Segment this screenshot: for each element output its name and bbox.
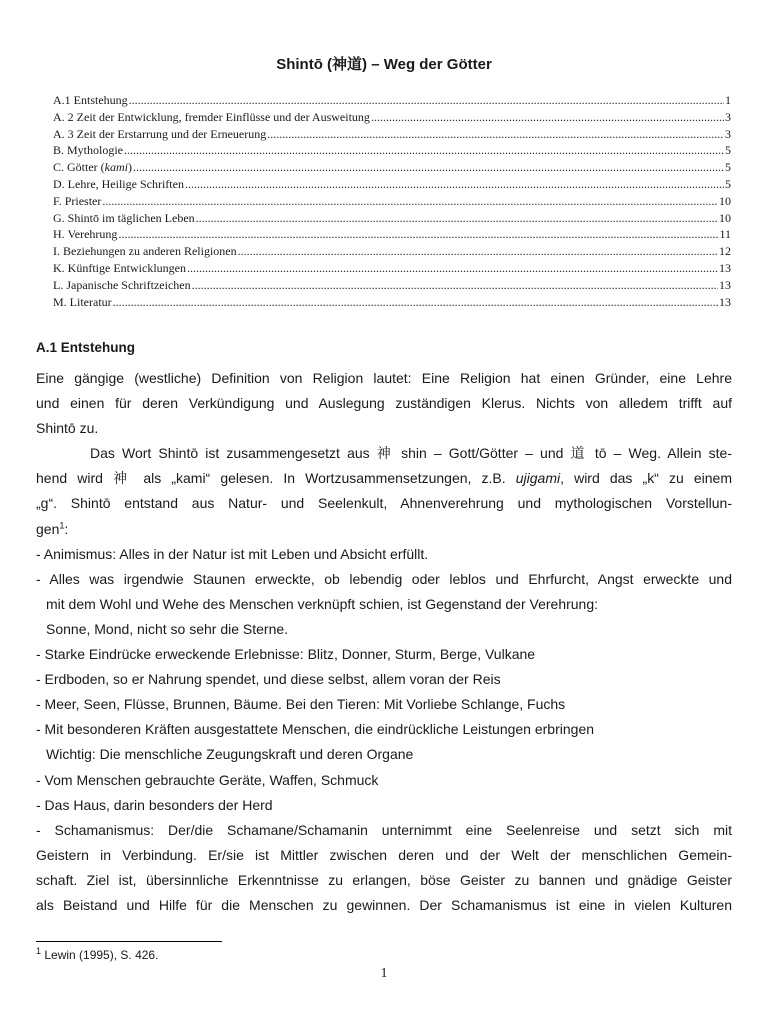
toc-page-number: 10: [719, 193, 731, 208]
footnote-text: Lewin (1995), S. 426.: [41, 948, 159, 962]
text-line: - Vom Menschen gebrauchte Geräte, Waffen, Schmuck: [36, 771, 379, 788]
toc-leader-dots: [133, 159, 724, 176]
document-title: Shintō (神道) – Weg der Götter: [276, 56, 492, 73]
text-line: mit dem Wohl und Wehe des Menschen verknüpft schien, ist Gegenstand der Verehrung:: [46, 595, 599, 612]
toc-entry-label: L. Japanische Schriftzeichen: [53, 277, 191, 292]
toc-page-number: 5: [725, 160, 731, 175]
text-line: hend wird 神 als „kami“ gelesen. In Wortzusammensetzungen, z.B. ujigami, wird das „k“ zu einem: [36, 470, 732, 487]
text-line: - Animismus: Alles in der Natur ist mit Leben und Absicht erfüllt.: [36, 545, 429, 562]
text-line: - Starke Eindrücke erweckende Erlebnisse: Blitz, Donner, Sturm, Berge, Vulkane: [36, 646, 536, 663]
text-line: - Das Haus, darin besonders der Herd: [36, 796, 273, 813]
text-line: Sonne, Mond, nicht so sehr die Sterne.: [46, 620, 289, 637]
text-line: schaft. Ziel ist, übersinnliche Erkenntnisse zu erlangen, böse Geister zu bannen und gnädige Geister: [36, 871, 732, 888]
text-line: - Meer, Seen, Flüsse, Brunnen, Bäume. Bei den Tieren: Mit Vorliebe Schlange, Fuchs: [36, 696, 566, 713]
toc-entry[interactable]: [53, 109, 731, 126]
toc-entry[interactable]: [53, 226, 731, 243]
toc-entry-label: A. 2 Zeit der Entwicklung, fremder Einflüsse und der Ausweitung: [53, 109, 370, 124]
toc-entry[interactable]: [53, 210, 731, 227]
text-line: - Mit besonderen Kräften ausgestattete Menschen, die eindrückliche Leistungen erbringen: [36, 721, 595, 738]
toc-entry-label: H. Verehrung: [53, 227, 118, 242]
toc-leader-dots: [102, 193, 718, 210]
toc-leader-dots: [185, 176, 724, 193]
toc-page-number: 13: [719, 260, 731, 275]
toc-entry-label: G. Shintō im täglichen Leben: [53, 210, 195, 225]
toc-entry-label: B. Mythologie: [53, 143, 124, 158]
footnote: [36, 948, 158, 962]
footnote-reference: 1: [59, 519, 65, 530]
toc-entry-label: I. Beziehungen zu anderen Religionen: [53, 244, 237, 259]
toc-page-number: 5: [725, 143, 731, 158]
toc-entry[interactable]: [53, 277, 731, 294]
toc-entry-label: D. Lehre, Heilige Schriften: [53, 176, 184, 191]
toc-leader-dots: [124, 142, 724, 159]
toc-entry-label: C. Götter (kami): [53, 160, 132, 175]
text-line: gen$^1$:: [36, 519, 69, 537]
toc-leader-dots: [187, 260, 718, 277]
text-line: als Beistand und Hilfe für die Menschen zu gewinnen. Der Schamanismus ist eine in vielen Kulturen: [36, 896, 732, 913]
toc-leader-dots: [238, 243, 718, 260]
toc-page-number: 13: [719, 277, 731, 292]
toc-page-number: 10: [719, 210, 731, 225]
text-line: Eine gängige (westliche) Definition von Religion lautet: Eine Religion hat einen Gründer, eine Lehre: [36, 370, 732, 386]
toc-entry[interactable]: [53, 126, 731, 143]
toc-page-number: 13: [719, 294, 731, 309]
footnote-separator: [36, 941, 222, 942]
toc-page-number: 3: [725, 109, 731, 124]
toc-page-number: 1: [725, 93, 731, 107]
table-of-contents: [53, 92, 731, 310]
text-line: - Alles was irgendwie Staunen erweckte, ob lebendig oder leblos und Ehrfurcht, Angst erweckte und: [36, 570, 732, 587]
toc-leader-dots: [371, 109, 724, 126]
toc-entry-label: K. Künftige Entwicklungen: [53, 260, 186, 275]
toc-leader-dots: [267, 126, 724, 143]
toc-page-number: 12: [719, 244, 731, 259]
toc-entry-label: A.1 Entstehung: [53, 93, 128, 107]
toc-leader-dots: [113, 294, 718, 311]
text-line: „g“. Shintō entstand aus Natur- und Seelenkult, Ahnenverehrung und mythologischen Vorstellun-: [36, 495, 732, 512]
page-number: 1: [380, 966, 388, 981]
toc-page-number: 11: [719, 227, 731, 242]
text-line: Geistern in Verbindung. Er/sie ist Mittler zwischen deren und der Welt der menschlichen Gemein-: [36, 846, 732, 863]
toc-leader-dots: [192, 277, 718, 294]
toc-entry[interactable]: [53, 294, 731, 311]
toc-entry-label: A. 3 Zeit der Erstarrung und der Erneuerung: [53, 126, 267, 141]
text-line: - Erdboden, so er Nahrung spendet, und diese selbst, allem voran der Reis: [36, 671, 501, 688]
toc-page-number: 3: [725, 126, 731, 141]
toc-entry[interactable]: [53, 142, 731, 159]
section-body: [36, 366, 732, 918]
toc-entry[interactable]: [53, 176, 731, 193]
text-line: Shintō zu.: [36, 420, 99, 437]
toc-entry-label: M. Literatur: [53, 294, 112, 309]
section-heading: A.1 Entstehung: [36, 340, 136, 355]
text-line: - Schamanismus: Der/die Schamane/Schamanin unternimmt eine Seelenreise und setzt sich mit: [36, 821, 732, 838]
text-line: Das Wort Shintō ist zusammengesetzt aus 神 shin – Gott/Götter – und 道 tō – Weg. Allein ste-: [90, 445, 732, 462]
toc-leader-dots: [196, 210, 718, 227]
footnote-mark: 1: [36, 946, 42, 956]
toc-entry[interactable]: [53, 193, 731, 210]
toc-entry[interactable]: [53, 92, 731, 109]
toc-entry-label: F. Priester: [53, 193, 102, 208]
text-line: Wichtig: Die menschliche Zeugungskraft und deren Organe: [46, 746, 414, 763]
toc-entry[interactable]: [53, 159, 731, 176]
toc-entry[interactable]: [53, 260, 731, 277]
text-line: und einen für deren Verkündigung und Auslegung zuständigen Klerus. Nichts von alledem trifft auf: [36, 395, 732, 412]
toc-page-number: 5: [725, 176, 731, 191]
toc-leader-dots: [129, 92, 724, 109]
toc-leader-dots: [118, 226, 718, 243]
toc-entry[interactable]: [53, 243, 731, 260]
